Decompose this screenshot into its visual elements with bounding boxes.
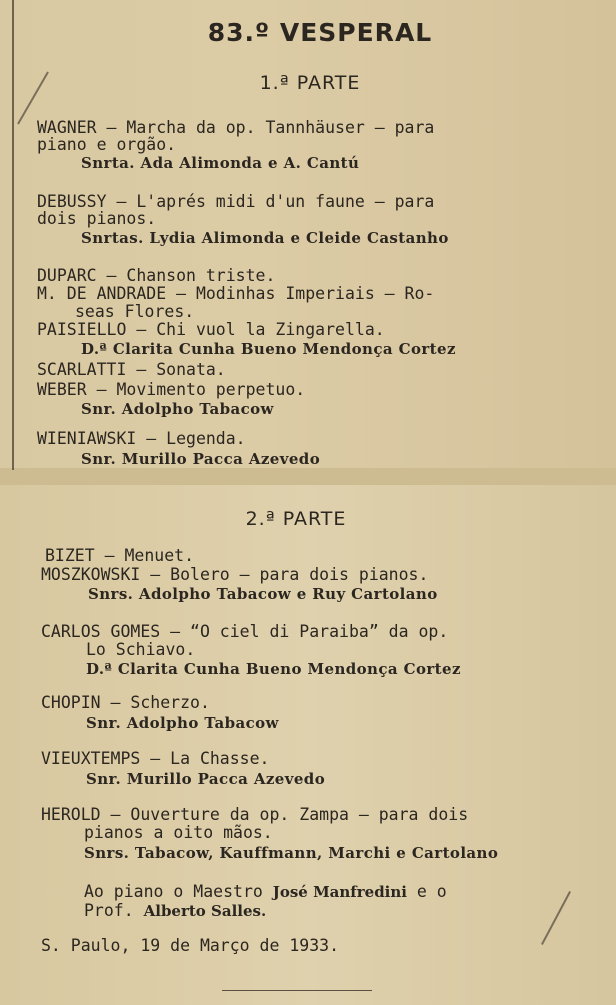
performer: Snr. Murillo Pacca Azevedo	[81, 450, 321, 468]
accompanist-prefix: Ao piano o Maestro	[84, 882, 263, 901]
performer: Snr. Murillo Pacca Azevedo	[86, 770, 326, 788]
program-line: CARLOS GOMES — “O ciel di Paraiba” da op.	[41, 622, 449, 641]
accompanist-prof: Prof.	[84, 901, 134, 920]
program-line: Lo Schiavo.	[86, 640, 196, 659]
performer: D.ª Clarita Cunha Bueno Mendonça Cortez	[81, 340, 456, 358]
program-line: HEROLD — Ouverture da op. Zampa — para dois	[41, 805, 469, 824]
program-line: pianos a oito mãos.	[84, 823, 273, 842]
date-line: S. Paulo, 19 de Março de 1933.	[41, 936, 340, 955]
footer-rule	[222, 990, 372, 991]
part1-heading: 1.ª PARTE	[259, 72, 361, 94]
accompanist-line	[84, 902, 266, 920]
clipping-gap	[0, 468, 616, 485]
performer: D.ª Clarita Cunha Bueno Mendonça Cortez	[86, 660, 461, 678]
accompanist-name: Alberto Salles.	[143, 902, 267, 920]
program-line: WIENIAWSKI — Legenda.	[37, 429, 246, 448]
program-line: M. DE ANDRADE — Modinhas Imperiais — Ro-	[37, 284, 435, 303]
program-line: dois pianos.	[37, 209, 157, 228]
performer: Snrtas. Lydia Alimonda e Cleide Castanho	[81, 229, 449, 247]
part2-heading: 2.ª PARTE	[245, 508, 347, 530]
program-title: 83.º VESPERAL	[207, 18, 433, 47]
program-line: SCARLATTI — Sonata.	[37, 360, 226, 379]
margin-line	[12, 0, 14, 470]
program-line: WEBER — Movimento perpetuo.	[37, 380, 306, 399]
program-line: BIZET — Menuet.	[45, 546, 195, 565]
accompanist-line	[84, 883, 447, 901]
performer: Snr. Adolpho Tabacow	[81, 400, 274, 418]
program-line: piano e orgão.	[37, 135, 177, 154]
program-line: DEBUSSY — L'aprés midi d'un faune — para	[37, 192, 435, 211]
program-line: VIEUXTEMPS — La Chasse.	[41, 749, 270, 768]
accompanist-name: José Manfredini	[272, 883, 407, 901]
performer: Snrs. Adolpho Tabacow e Ruy Cartolano	[88, 585, 438, 603]
performer: Snrta. Ada Alimonda e A. Cantú	[81, 154, 360, 172]
program-line: seas Flores.	[75, 302, 195, 321]
program-line: CHOPIN — Scherzo.	[41, 693, 210, 712]
performer: Snrs. Tabacow, Kauffmann, Marchi e Cartolano	[84, 844, 499, 862]
program-line: MOSZKOWSKI — Bolero — para dois pianos.	[41, 565, 429, 584]
program-line: PAISIELLO — Chi vuol la Zingarella.	[37, 320, 385, 339]
accompanist-conj: e o	[416, 882, 447, 901]
program-line: WAGNER — Marcha da op. Tannhäuser — para	[37, 118, 435, 137]
program-line: DUPARC — Chanson triste.	[37, 266, 276, 285]
performer: Snr. Adolpho Tabacow	[86, 714, 279, 732]
